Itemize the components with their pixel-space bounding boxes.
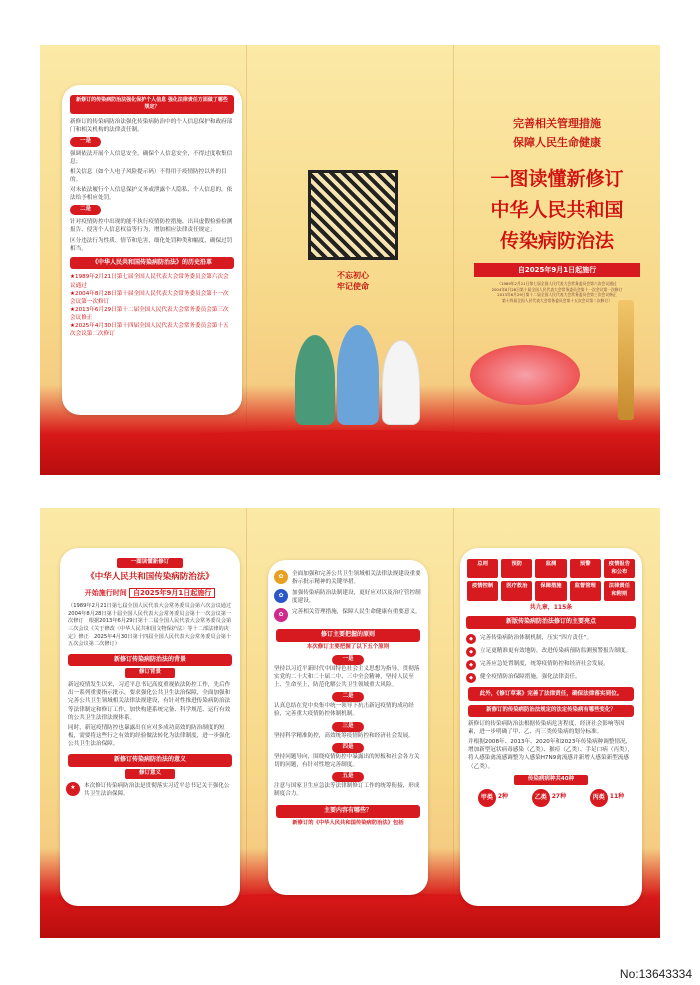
principle-label: 三是	[332, 722, 363, 732]
history-item: ★2025年4月30日第十四届全国人民代表大会常务委员会第十五次会议第二次修订	[70, 323, 229, 338]
date-line	[60, 588, 240, 598]
slogan-line: 不忘初心	[337, 271, 369, 280]
chapter-tag: 监督管理	[570, 581, 601, 600]
paragraph: 新冠疫情发生以来，习近平总书记高度重视依法防控工作，先后作出一系列重要指示批示，要求强化公共卫生法治保障，全面加强和完善公共卫生领域相关法律法规建设，有针对性推进传染病防治法等法律制定和修订工作，加快构建系统完备、科学规范、运行有效的公共卫生法律法规体系。	[68, 682, 231, 721]
section-title: 新修订传染病防治法的背景	[68, 654, 232, 667]
point: 全面加强和完善公共卫生领域相关法律法规建设重要指示批示精神的关键举措。	[292, 571, 421, 586]
chapter-tag: 总则	[467, 559, 498, 578]
paragraph: 对未依法履行个人信息保护义务或泄露个人隐私、个人信息的，依法给予相应处罚。	[70, 187, 233, 202]
class-badge: 丙类	[590, 789, 608, 807]
note-line: 2013年6月29日第十二届全国人民代表大会常务委员会第三次会议修正	[497, 292, 617, 298]
bullet-icon: ◆	[466, 647, 476, 657]
section-sub: 本次修订主要把握了以下五个原则	[306, 644, 390, 651]
small-header: 一图读懂新修订	[117, 558, 184, 568]
paragraph: 并根据2008年、2013年、2020年和2023年传染病种调整情况，增加新型冠状病毒感染（乙类）、猴痘（乙类）、手足口病（丙类），将人感染禽流感调整为人感染H7N9禽流感并新增人感染新型流感（乙类）。	[468, 739, 634, 770]
class-total: 传染病病种共40种	[514, 775, 588, 785]
chapter-tag: 疫情报告和公布	[604, 559, 635, 578]
bullet-icon: ◆	[466, 660, 476, 670]
intro-text: （1989年2月21日第七届全国人民代表大会常务委员会第六次会议通过 2004年8月28日第十届全国人民代表大会常务委员会第十一次会议第一次修订 根据2013年6月29日第十二届全国人民代表大会常务委员会第三次会议《关于修改〈中华人民共和国文物保护法〉等十二部法律的决定》修正 2025年4月30日第十四届全国人民代表大会常务委员会第十五次会议第二次修订）	[68, 603, 237, 648]
info-protection-card	[62, 85, 242, 415]
date-value: 自2025年9月1日起施行	[129, 588, 215, 598]
section-sub: 新修订的《中华人民共和国传染病防治法》包括	[292, 819, 404, 826]
class-badge: 乙类	[532, 789, 550, 807]
principles-card	[268, 560, 428, 895]
bullet-icon: ◆	[466, 673, 476, 683]
cover-panel	[454, 115, 660, 304]
class-badge: 甲类	[478, 789, 496, 807]
pillar-icon	[618, 300, 634, 420]
note-line: 2004年8月28日第十届全国人民代表大会常务委员会第十一次会议第一次修订	[491, 286, 623, 292]
brochure-inside	[40, 508, 660, 938]
date-label: 开始施行时间	[84, 589, 127, 598]
section-title: 修订主要把握的原则	[276, 629, 420, 642]
point: 加强传染病防治法制建设，更好应对以及治疗管控制度建设。	[292, 590, 421, 605]
class-count: 27种	[551, 793, 567, 801]
paragraph: 区分违法行为性质、情节和危害，细化处罚种类和幅度，确保过罚相当。	[70, 237, 233, 252]
principle-label: 五是	[332, 772, 363, 782]
section-title: 新版传染病防治法修订的主要亮点	[466, 616, 636, 629]
note-banner: 此外，《修订草案》完善了法律责任，确保法律落实到位。	[468, 687, 634, 701]
highlight-item: 完善传染病防治体制机制，压实“四方责任”。	[480, 635, 593, 642]
principle-text: 坚持问题导向，围绕疫情防控中暴露出的短板和社会各方关切的问题，有针对性地完善制度。	[274, 753, 420, 768]
history-item: ★2004年8月28日第十届全国人民代表大会常务委员会第十一次会议第一次修订	[70, 290, 229, 305]
qr-code-placeholder	[308, 170, 398, 260]
cover-title: 一图读懂新修订	[490, 168, 624, 190]
paragraph: 新修订的传染病防治法根据传染病危害程度、经济社会影响等因素，进一步明确了甲、乙、丙三类传染病的划分标准。	[468, 721, 625, 736]
chapter-tag: 疫情控制	[467, 581, 498, 600]
section-title: 新修订传染病防治法的意义	[68, 754, 232, 767]
principle-text: 认真总结在党中央集中统一领导下抗击新冠疫情的成功经验，完善重大疫情防控体制机制。	[274, 703, 414, 718]
paragraph: 同时，新冠疫情防控也暴露出在应对多成功高效的防治制度的短板，需要将这些行之有效的经验做法转化为法律制度，进一步强化公共卫生法治保障。	[68, 724, 231, 748]
principle-label: 二是	[332, 692, 363, 702]
medic-figure	[295, 335, 335, 425]
point: 完善相关管理措施，保障人民生命健康有重要意义。	[292, 609, 421, 616]
paragraph: 本次修订传染病防治法是贯彻落实习近平总书记关于强化公共卫生法治保障。	[84, 782, 230, 797]
class-count: 11种	[609, 793, 625, 801]
principle-text: 注意与国家卫生应急法等法律制修订工作的统筹衔接，形成制度合力。	[274, 782, 420, 797]
paragraph: 针对疫情防控中出现的能不执行疫情防控措施、出具虚假检验检测报告、侵害个人信息权益等行为，增加相应法律责任规定；	[70, 219, 233, 234]
chapter-tag: 法律责任和附则	[604, 581, 635, 600]
watermark: No:13643334	[619, 967, 692, 981]
flower-icon: ✿	[274, 608, 288, 622]
effective-date: 自2025年9月1日起施行	[474, 263, 640, 277]
paragraph: 强调依法开展个人信息安全，确保个人信息安全，不得过度收集信息；	[70, 150, 233, 165]
paragraph: 相关信息（如个人电子风险提示码）不得用于疫情防控以外的目的。	[70, 168, 227, 184]
background-card	[60, 548, 240, 906]
principle-label: 四是	[332, 743, 363, 753]
section-title: 新修订的传染病防治法规定的法定传染病有哪些变化？	[468, 705, 634, 717]
nurse-figure	[337, 325, 379, 425]
chapter-count: 共九章，115条	[529, 603, 573, 611]
slogan-line: 牢记使命	[337, 282, 369, 291]
history-item: ★1989年2月21日第七届全国人民代表大会常务委员会第六次会议通过	[70, 274, 229, 289]
bullet-icon: ◆	[466, 634, 476, 644]
peony-icon	[470, 345, 580, 405]
cover-title: 中华人民共和国	[490, 199, 624, 221]
highlights-card	[460, 548, 642, 906]
section-sub: 修订背景	[125, 668, 175, 678]
flower-icon: ✿	[274, 589, 288, 603]
principle-label: 一是	[332, 655, 363, 665]
cover-subtitle: 保障人民生命健康	[513, 136, 601, 149]
highlight-item: 健全疫情防治保障措施，强化法律责任。	[480, 674, 581, 681]
doctor-figure	[382, 340, 420, 425]
chapter-tag: 预防	[501, 559, 532, 578]
chapter-tag: 保障措施	[535, 581, 566, 600]
section-title: 主要内容有哪些？	[276, 805, 420, 818]
principle-text: 坚持以习近平新时代中国特色社会主义思想为指导，贯彻落实党的二十大和二十届二中、三中全会精神，坚持人民至上、生命至上，防范化解公共卫生领域重大风险。	[274, 666, 420, 689]
slogan	[308, 270, 398, 292]
principle-text: 坚持科学精准防控，高效统筹疫情防控和经济社会发展。	[274, 732, 414, 739]
cover-title: 传染病防治法	[499, 230, 614, 252]
highlight-item: 立足更精准更有效地防，改进传染病预防监测预警报告制度。	[480, 648, 632, 655]
law-title: 《中华人民共和国传染病防治法》	[86, 571, 214, 582]
paragraph: 新修订的传染病防治法强化传染病防治中的个人信息保护和政府部门和相关机构的法律责任制。	[70, 118, 233, 133]
section-sub: 修订意义	[125, 769, 175, 779]
note-line: 第十四届全国人民代表大会常务委员会第十五次会议第二次修订）	[501, 298, 613, 304]
card-header: 新修订的传染病防治法强化保护个人信息 强化法律责任方面做了哪些规定？	[70, 95, 234, 114]
highlight-item: 完善应急处置制度，统筹疫情防控和经济社会发展。	[480, 661, 609, 668]
history-item: ★2013年6月29日第十二届全国人民代表大会常务委员会第三次会议修正	[70, 306, 229, 321]
brochure-outside	[40, 45, 660, 475]
class-count: 2种	[497, 793, 509, 801]
chapter-tag: 监测	[535, 559, 566, 578]
flower-icon: ★	[66, 782, 80, 796]
chapter-tag: 预警	[570, 559, 601, 578]
section-label: 二是	[70, 205, 101, 215]
history-title: 《中华人民共和国传染病防治法》的历史沿革	[70, 257, 234, 270]
flower-icon: ✿	[274, 570, 288, 584]
note-line: （1989年2月21日第七届全国人民代表大会常务委员会第六次会议通过	[497, 281, 617, 286]
section-label: 一是	[70, 137, 101, 147]
cover-subtitle: 完善相关管理措施	[513, 117, 601, 130]
chapter-tag: 医疗救治	[501, 581, 532, 600]
